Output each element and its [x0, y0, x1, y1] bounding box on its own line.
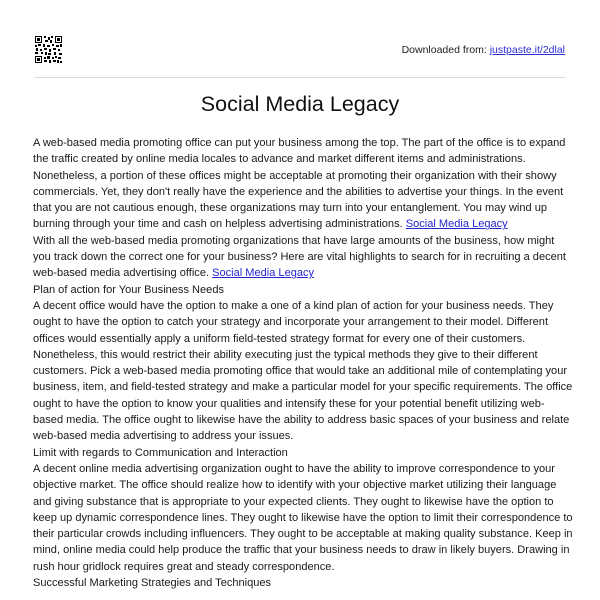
page-header [35, 36, 565, 64]
paragraph-intro [33, 135, 573, 233]
header-divider [35, 77, 565, 78]
social-media-legacy-link[interactable]: Social Media Legacy [212, 267, 315, 280]
paragraph-plan-of-action: A decent office would have the option to make a one of a kind plan of action for your business needs. They ought to have the option to catch your strategy and incorporate your arrangement to their model. Different offices would essentially apply a uniform field-tested strategy format for every one of their customers. Nonetheless, this would restrict their ability executing just the typical methods they give to their different customers. Pick a web-based media promoting office that would take an additional mile of contemplating your business, item, and field-tested strategy and make a particular model for your specific requirements. The office ought to have the option to know your qualities and intensify these for your potential benefit utilizing web-based media. The office ought to likewise have the ability to address basic spaces of your business and relate web-based media advertising to address your issues. [33, 299, 573, 443]
section-heading-marketing-strategies: Successful Marketing Strategies and Techniques [33, 577, 272, 590]
source-link[interactable]: justpaste.it/2dlal [489, 44, 565, 56]
paragraph-text: With all the web-based media promoting organizations that have large amounts of the business, how might you track down the correct one for your business? Here are vital highlights to search for in recruiting a decent web-based media advertising office. [33, 234, 566, 280]
article-body [33, 135, 573, 591]
download-source [402, 44, 565, 56]
qr-code-icon [35, 36, 62, 63]
downloaded-label: Downloaded from: [401, 44, 490, 56]
paragraph-communication: A decent online media advertising organization ought to have the ability to improve correspondence to your objective market. The office should realize how to identify with your objective market utilizing their language and giving substance that is appropriate to your expected clients. They ought to likewise have the option to keep up dynamic correspondence lines. They ought to likewise have the option to limit their correspondence to their particular crowds including influencers. They ought to be acceptable at making quality substance. Keep in mind, online media could help produce the traffic that your business needs to draw in likely buyers. Drawing in rush hour gridlock requires great and steady correspondence. [33, 462, 573, 573]
paragraph-text: A web-based media promoting office can put your business among the top. The part of the office is to expand the traffic created by online media locales to advance and market different items and administrations. Nonetheless, a portion of these offices might be acceptable at promoting their organization with their showy commercials. Yet, they don't really have the experience and the abilities to advertise your things. In the event that you are not cautious enough, these organizations may turn into your entanglement. You may wind up burning through your time and cash on helpless advertising administrations. [33, 137, 566, 231]
social-media-legacy-link[interactable]: Social Media Legacy [405, 218, 508, 231]
page-title: Social Media Legacy [200, 92, 400, 116]
section-heading-communication: Limit with regards to Communication and Interaction [33, 446, 288, 459]
paragraph-highlights [33, 233, 573, 282]
section-heading-plan-of-action: Plan of action for Your Business Needs [33, 283, 224, 296]
